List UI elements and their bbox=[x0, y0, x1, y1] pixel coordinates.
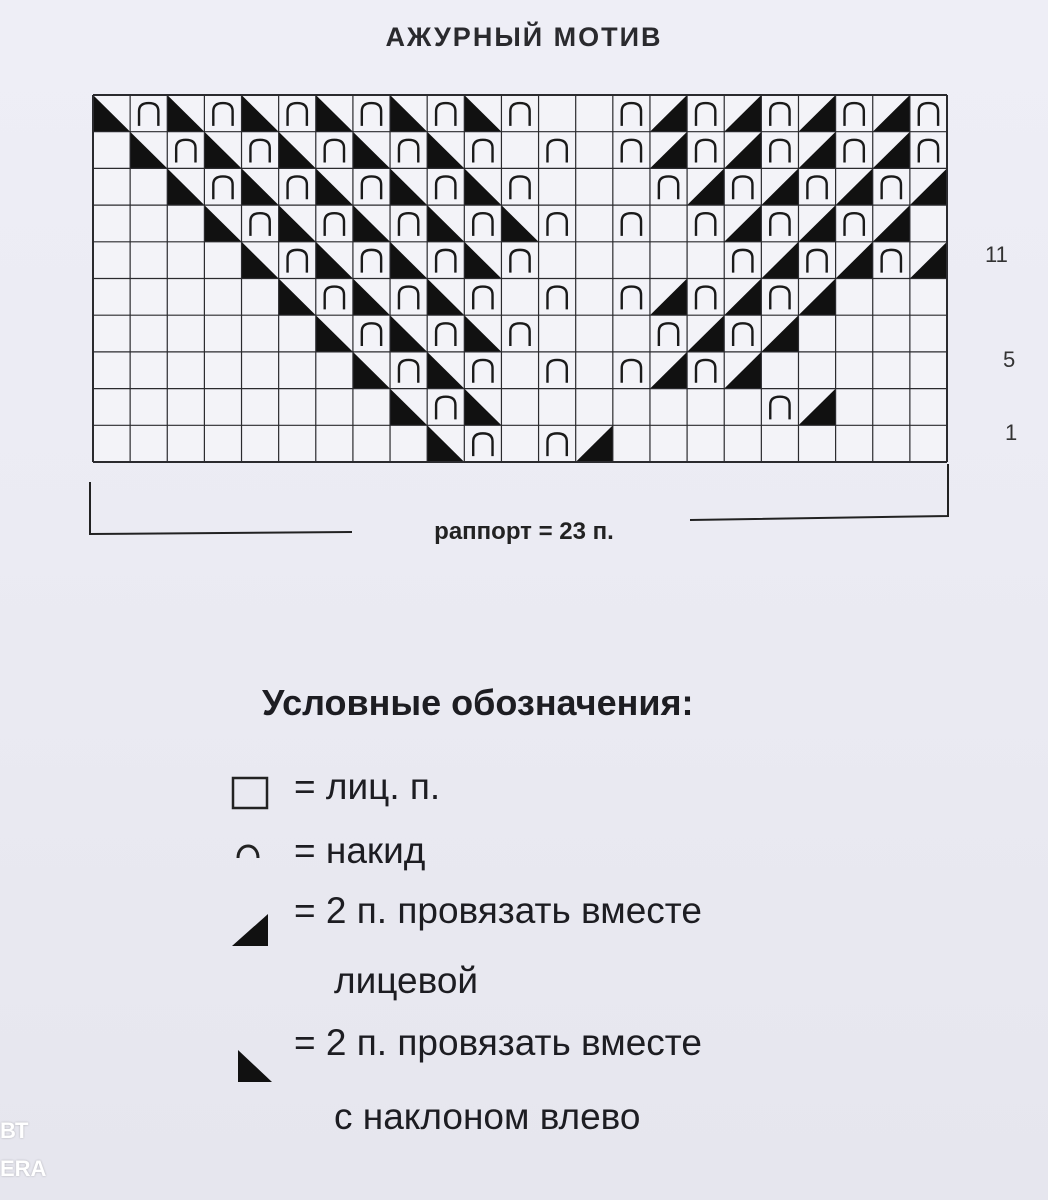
legend-text-ssk-line2: с наклоном влево bbox=[334, 1096, 641, 1137]
legend-text-yarn-over: = накид bbox=[294, 830, 426, 871]
legend-text-k2tog: = 2 п. провязать вместе bbox=[294, 890, 702, 931]
yarn-over-icon bbox=[234, 838, 264, 862]
rapport-bracket-right bbox=[690, 464, 948, 520]
knitting-chart bbox=[0, 0, 1048, 560]
watermark-line-1: ВТ bbox=[0, 1118, 29, 1143]
row-number-1: 1 bbox=[1005, 420, 1018, 445]
watermark-line-2: ERA bbox=[0, 1156, 47, 1181]
row-number-11: 11 bbox=[985, 242, 1008, 267]
row-number-5: 5 bbox=[1003, 347, 1016, 372]
legend-text-ssk: = 2 п. провязать вместе bbox=[294, 1022, 702, 1063]
chart-title: АЖУРНЫЙ МОТИВ bbox=[385, 22, 663, 52]
ssk-icon bbox=[236, 1048, 276, 1084]
k2tog-icon bbox=[230, 912, 270, 948]
legend-text-knit: = лиц. п. bbox=[294, 766, 441, 807]
legend-text-k2tog-line2: лицевой bbox=[334, 960, 479, 1001]
rapport-label: раппорт = 23 п. bbox=[434, 518, 614, 545]
legend-title: Условные обозначения: bbox=[262, 682, 694, 723]
square-icon bbox=[231, 776, 271, 810]
